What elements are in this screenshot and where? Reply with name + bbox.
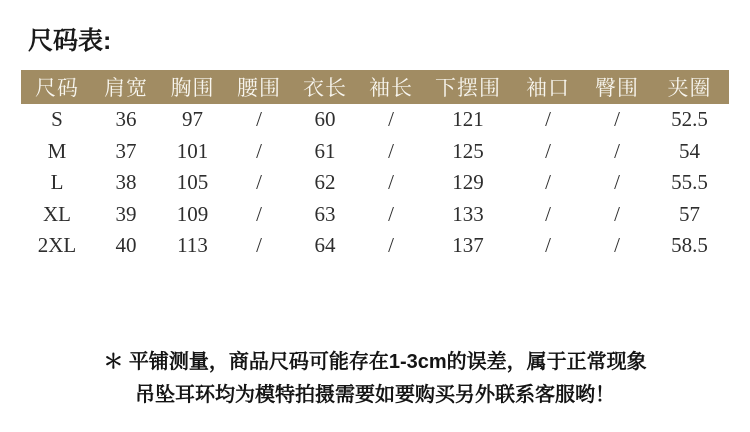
column-header: 尺码 (21, 70, 93, 104)
table-cell: S (51, 107, 63, 131)
column-header: 胸围 (159, 70, 226, 104)
table-row (21, 230, 729, 262)
table-cell: 58.5 (671, 233, 708, 257)
column-header: 肩宽 (93, 70, 159, 104)
table-cell: / (614, 233, 620, 257)
table-header-row (21, 70, 729, 104)
table-cell: / (256, 170, 262, 194)
note-line-1: ＊ 平铺测量，商品尺码可能存在1-3cm的误差，属于正常现象 (103, 350, 647, 373)
table-cell: 37 (115, 138, 137, 163)
table-cell: / (388, 107, 394, 131)
table-cell: 63 (314, 201, 336, 226)
table-cell: 105 (176, 170, 209, 194)
table-cell: 40 (115, 233, 137, 257)
table-cell: 62 (314, 170, 336, 194)
table-cell: / (545, 233, 551, 257)
table-row (21, 167, 729, 199)
table-cell: / (256, 138, 262, 163)
table-cell: / (545, 138, 551, 163)
table-cell: / (614, 170, 620, 194)
table-cell: / (614, 201, 620, 226)
column-header: 腰围 (226, 70, 292, 104)
table-cell: 54 (679, 138, 700, 163)
table-cell: 61 (314, 138, 336, 163)
table-cell: 121 (452, 107, 484, 131)
table-cell: / (545, 201, 551, 226)
table-cell: / (388, 201, 394, 226)
page-title: 尺码表: (28, 27, 112, 55)
table-cell: / (388, 138, 394, 163)
table-cell: / (545, 107, 551, 131)
column-header: 夹圈 (650, 70, 729, 104)
table-row (21, 104, 729, 136)
table-cell: 57 (679, 201, 700, 226)
table-cell: 125 (452, 138, 484, 163)
column-header: 臀围 (584, 70, 650, 104)
table-cell: 97 (182, 107, 203, 131)
table-row (21, 199, 729, 231)
table-cell: / (614, 138, 620, 163)
table-cell: / (256, 201, 262, 226)
table-cell: 60 (314, 107, 336, 131)
table-cell: / (614, 107, 620, 131)
table-cell: L (50, 170, 64, 194)
table-cell: 113 (177, 233, 208, 257)
table-cell: 64 (314, 233, 336, 257)
table-cell: / (256, 233, 262, 257)
table-cell: XL (43, 201, 71, 226)
size-table (21, 70, 729, 262)
notes-block (0, 346, 750, 412)
table-cell: / (545, 170, 551, 194)
table-cell: M (47, 138, 67, 163)
table-cell: 38 (115, 170, 137, 194)
column-header: 袖口 (512, 70, 584, 104)
column-header: 袖长 (358, 70, 424, 104)
table-cell: 137 (452, 233, 484, 257)
column-header: 衣长 (292, 70, 358, 104)
table-cell: 39 (115, 201, 137, 226)
table-cell: 55.5 (671, 170, 708, 194)
table-cell: 52.5 (671, 107, 708, 131)
table-row (21, 136, 729, 168)
table-cell: / (388, 233, 394, 257)
table-cell: 109 (176, 201, 209, 226)
table-cell: 2XL (37, 233, 77, 257)
table-cell: 101 (176, 138, 209, 163)
table-cell: / (256, 107, 262, 131)
table-cell: / (388, 170, 394, 194)
table-cell: 129 (452, 170, 484, 194)
table-cell: 36 (115, 107, 137, 131)
column-header: 下摆围 (424, 70, 512, 104)
note-line-2: 吊坠耳环均为模特拍摄需要如要购买另外联系客服哟！ (135, 383, 615, 406)
table-cell: 133 (452, 201, 484, 226)
